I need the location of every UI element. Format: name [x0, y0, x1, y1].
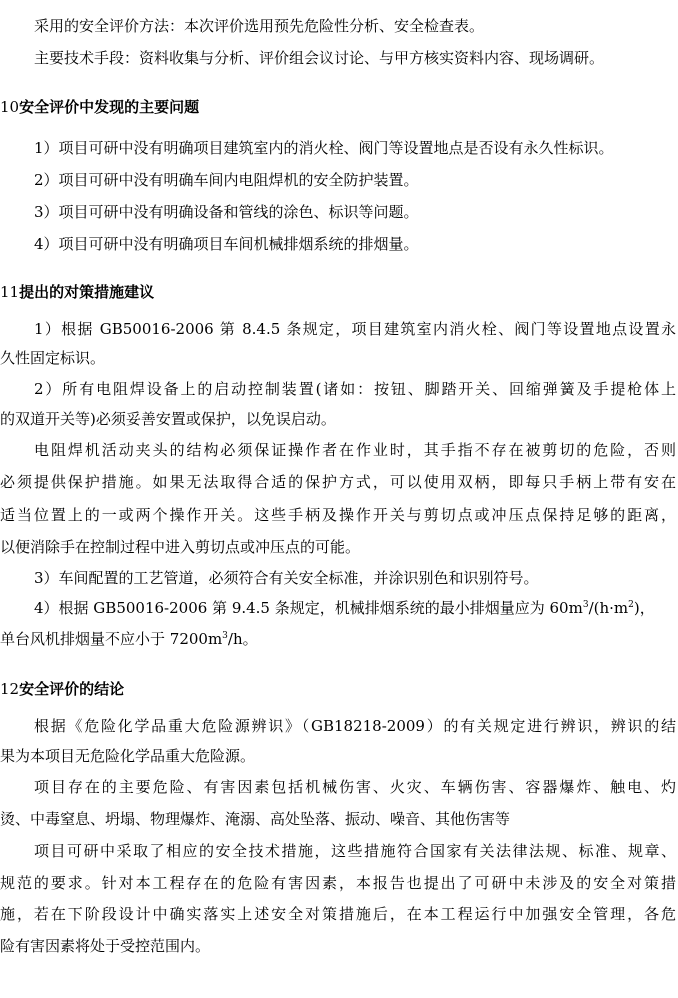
- section-10-heading: [0, 97, 199, 117]
- section-11-p4: 3）车间配置的工艺管道，必须符合有关安全标准，并涂识别色和识别符号。: [34, 569, 539, 587]
- section-10-item-1: 1）项目可研中没有明确项目建筑室内的消火栓、阀门等设置地点是否设有永久性标识。: [34, 139, 614, 157]
- section-11-p5-text-c: )，: [633, 599, 655, 617]
- section-10-number: 10: [0, 98, 20, 116]
- section-11-p3-line1: 电阻焊机活动夹头的结构必须保证操作者在作业时，其手指不存在被剪切的危险，否则: [34, 441, 676, 459]
- section-11-p3-line3: 适当位置上的一或两个操作开关。这些手柄及操作开关与剪切点或冲压点保持足够的距离，: [0, 506, 676, 524]
- section-12-c2-line1: 项目存在的主要危险、有害因素包括机械伤害、火灾、车辆伤害、容器爆炸、触电、灼: [34, 778, 676, 796]
- intro-means: 主要技术手段：资料收集与分析、评价组会议讨论、与甲方核实资料内容、现场调研。: [34, 49, 605, 67]
- section-11-p2-line2: 的双道开关等)必须妥善安置或保护，以免误启动。: [0, 410, 336, 428]
- section-11-p5-line2-text-b: /h。: [227, 630, 258, 648]
- section-11-p5-line2: [0, 629, 258, 649]
- section-11-p2-line1: 2）所有电阻焊设备上的启动控制装置(诸如：按钮、脚踏开关、回缩弹簧及手提枪体上: [34, 380, 676, 398]
- section-11-p5-line2-text-a: 单台风机排烟量不应小于 7200m: [0, 630, 223, 648]
- section-11-p5-sup-1: 3: [582, 600, 589, 610]
- section-11-title: 提出的对策措施建议: [19, 283, 155, 301]
- section-11-p5-sup-2: 2: [628, 600, 634, 610]
- section-12-number: 12: [0, 680, 20, 698]
- section-11-p1-line1: 1）根据 GB50016-2006 第 8.4.5 条规定，项目建筑室内消火栓、阀门等设置地点设置永: [34, 320, 676, 338]
- section-11-p1-line2: 久性固定标识。: [0, 349, 106, 367]
- section-12-c3-line3: 施，若在下阶段设计中确实落实上述安全对策措施后，在本工程运行中加强安全管理，各危: [0, 905, 676, 923]
- section-12-c2-line2: 烫、中毒窒息、坍塌、物理爆炸、淹溺、高处坠落、振动、噪音、其他伤害等: [0, 810, 511, 828]
- section-10-item-3: 3）项目可研中没有明确设备和管线的涂色、标识等问题。: [34, 203, 419, 221]
- section-12-c3-line1: 项目可研中采取了相应的安全技术措施，这些措施符合国家有关法律法规、标准、规章、: [34, 842, 676, 860]
- section-10-item-2: 2）项目可研中没有明确车间内电阻焊机的安全防护装置。: [34, 171, 419, 189]
- section-11-p5-text-a: 4）根据 GB50016-2006 第 9.4.5 条规定，机械排烟系统的最小排烟量应为 60m: [34, 599, 583, 617]
- section-10-item-4: 4）项目可研中没有明确项目车间机械排烟系统的排烟量。: [34, 235, 419, 253]
- section-11-p5-text-b: /(h·m: [588, 599, 629, 617]
- section-11-p5-line2-sup: 3: [222, 631, 228, 641]
- intro-method: 采用的安全评价方法：本次评价选用预先危险性分析、安全检查表。: [34, 17, 485, 35]
- section-12-c3-line2: 规范的要求。针对本工程存在的危险有害因素，本报告也提出了可研中未涉及的安全对策措: [0, 874, 676, 892]
- section-11-number: 11: [0, 283, 20, 301]
- section-12-c3-line4: 险有害因素将处于受控范围内。: [0, 937, 211, 955]
- section-11-heading: [0, 282, 154, 302]
- section-11-p3-line2: 必须提供保护措施。如果无法取得合适的保护方式，可以使用双柄，即每只手柄上带有安在: [0, 473, 676, 491]
- section-12-title: 安全评价的结论: [19, 680, 125, 698]
- section-10-title: 安全评价中发现的主要问题: [19, 98, 200, 116]
- section-12-heading: [0, 679, 124, 699]
- section-11-p3-line4: 以便消除手在控制过程中进入剪切点或冲压点的可能。: [0, 538, 361, 556]
- section-12-c1-line1: 根据《危险化学品重大危险源辨识》（GB18218-2009）的有关规定进行辨识，辨识的结: [34, 717, 676, 735]
- section-12-c1-line2: 果为本项目无危险化学品重大危险源。: [0, 747, 256, 765]
- section-11-p5-line1: [34, 598, 655, 618]
